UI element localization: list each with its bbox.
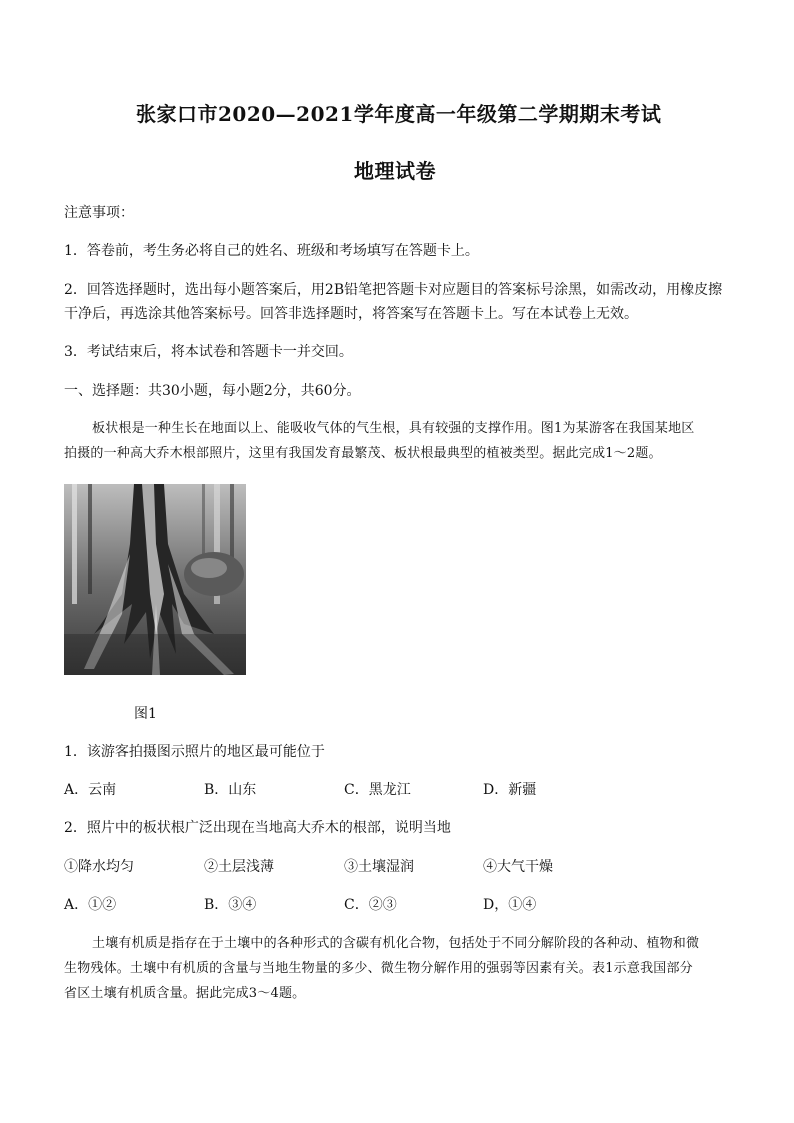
question-1-stem: 1．该游客拍摄图示照片的地区最可能位于 <box>64 744 325 760</box>
figure-caption: 图1 <box>134 706 157 722</box>
note-item-2-line-1: 2．回答选择题时，选出每小题答案后，用2B铅笔把答题卡对应题目的答案标号涂黑，如需改动，用橡皮擦 <box>64 282 723 298</box>
exam-subtitle: 地理试卷 <box>354 159 436 183</box>
passage-2-line-1: 土壤有机质是指存在于土壤中的各种形式的含碳有机化合物，包括处于不同分解阶段的各种动、植物和微 <box>92 936 700 951</box>
exam-title: 张家口市2020—2021学年度高一年级第二学期期末考试 <box>136 102 662 126</box>
note-item-2-line-2: 干净后，再选涂其他答案标号。回答非选择题时，将答案写在答题卡上。写在本试卷上无效。 <box>64 306 638 322</box>
question-1-option-b: B．山东 <box>204 782 257 798</box>
question-1-option-c: C．黑龙江 <box>344 782 411 798</box>
question-2-stem: 2．照片中的板状根广泛出现在当地高大乔木的根部，说明当地 <box>64 820 451 836</box>
note-item-1: 1．答卷前，考生务必将自己的姓名、班级和考场填写在答题卡上。 <box>64 243 479 259</box>
question-2-option-b: B．③④ <box>204 897 257 913</box>
question-1-option-d: D．新疆 <box>483 782 537 798</box>
notes-heading: 注意事项： <box>64 205 134 221</box>
question-2-statement-4: ④大气干燥 <box>483 859 553 875</box>
question-2-statement-2: ②土层浅薄 <box>204 859 274 875</box>
section-heading: 一、选择题：共30小题，每小题2分，共60分。 <box>64 383 361 399</box>
passage-1-line-2: 拍摄的一种高大乔木根部照片，这里有我国发育最繁茂、板状根最典型的植被类型。据此完成1～2题。 <box>64 446 662 461</box>
question-1-option-a: A．云南 <box>64 782 117 798</box>
passage-1-line-1: 板状根是一种生长在地面以上、能吸收气体的气生根，具有较强的支撑作用。图1为某游客在我国某地区 <box>92 421 695 436</box>
question-2-option-d: D，①④ <box>483 897 537 913</box>
question-2-statement-3: ③土壤湿润 <box>344 859 414 875</box>
passage-2-line-2: 生物残体。土壤中有机质的含量与当地生物量的多少、微生物分解作用的强弱等因素有关。表1示意我国部分 <box>64 961 693 976</box>
note-item-3: 3．考试结束后，将本试卷和答题卡一并交回。 <box>64 344 353 360</box>
question-2-option-a: A．①② <box>64 897 117 913</box>
question-2-option-c: C．②③ <box>344 897 397 913</box>
buttress-root-photo <box>64 484 246 675</box>
passage-2-line-3: 省区土壤有机质含量。据此完成3～4题。 <box>64 986 306 1001</box>
tree-roots-image <box>64 484 246 675</box>
question-2-statement-1: ①降水均匀 <box>64 859 134 875</box>
